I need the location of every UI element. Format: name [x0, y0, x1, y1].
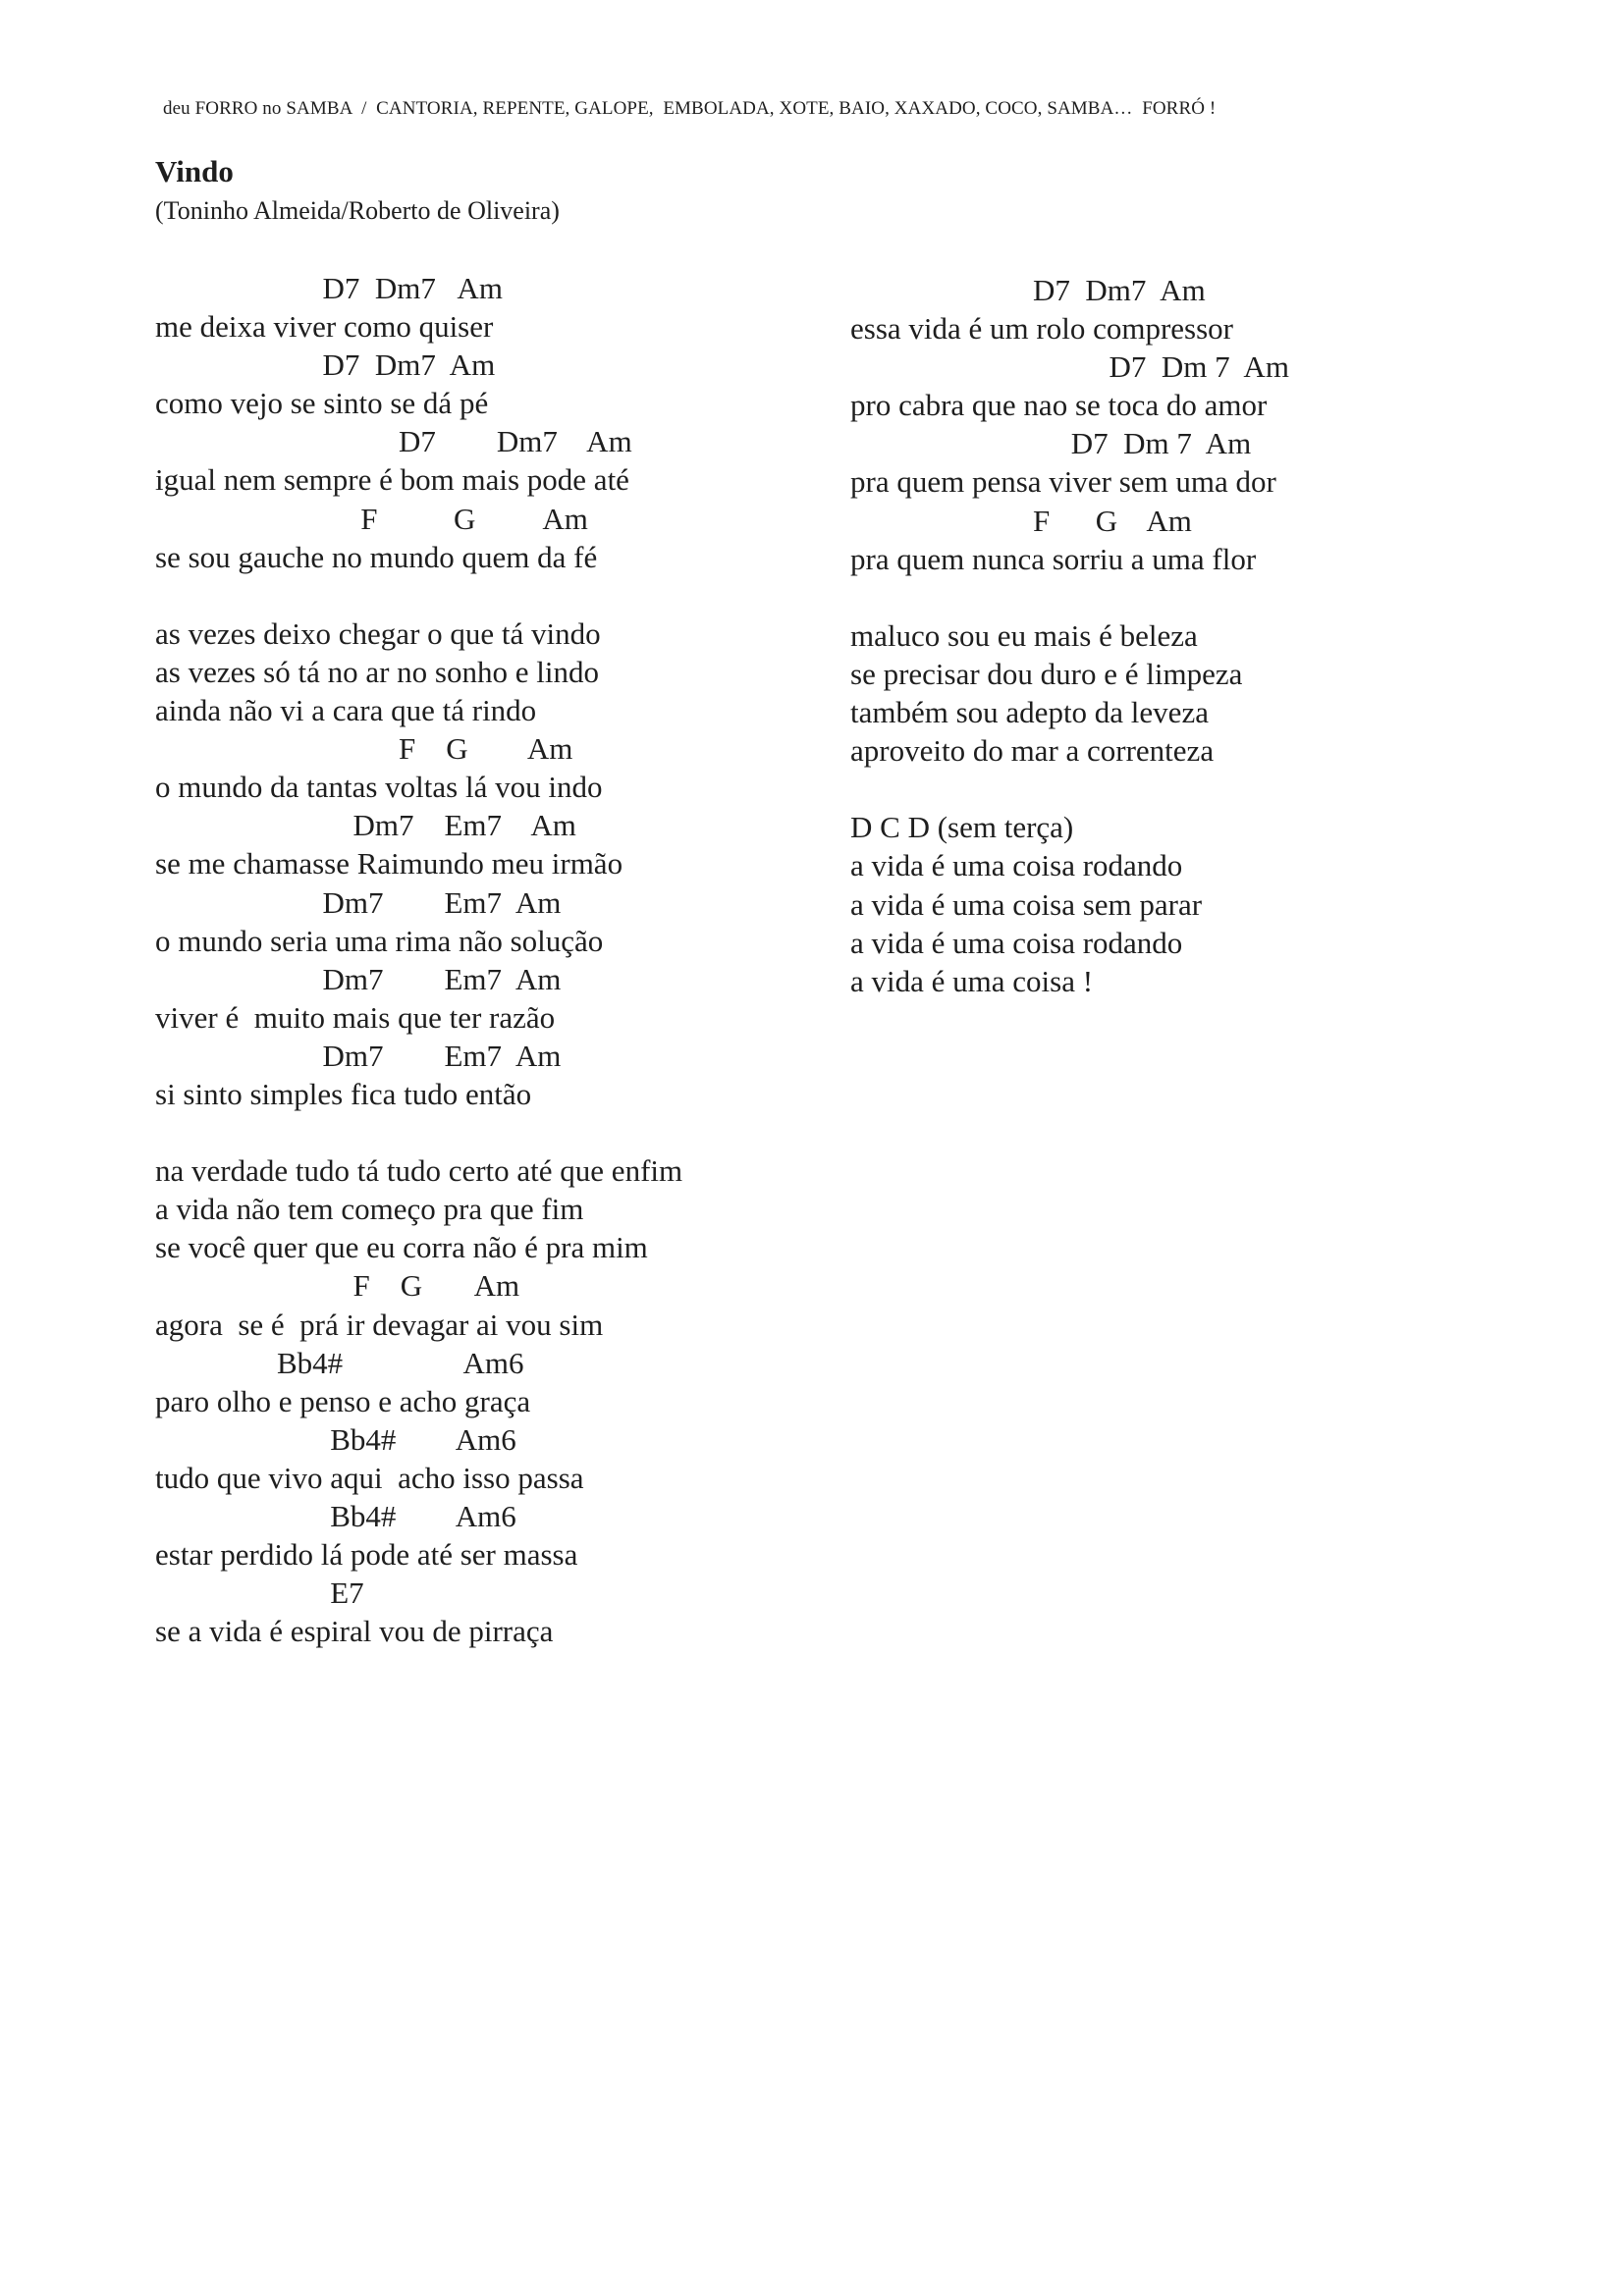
lyric-line: o mundo seria uma rima não solução [155, 923, 604, 958]
lyric-line: na verdade tudo tá tudo certo até que enfim [155, 1153, 683, 1189]
blank-line [155, 576, 682, 614]
chord-line: Bb4# Am6 [155, 1499, 516, 1533]
lyric-line: tudo que vivo aqui acho isso passa [155, 1460, 584, 1495]
blank-line [850, 578, 1289, 616]
lyric-line: se precisar dou duro e é limpeza [850, 656, 1243, 691]
lyric-line: si sinto simples fica tudo então [155, 1076, 532, 1111]
lyric-line: se sou gauche no mundo quem da fé [155, 539, 598, 574]
chord-line: Dm7 Em7 Am [155, 808, 576, 843]
lyric-line: se a vida é espiral vou de pirraça [155, 1614, 554, 1649]
lyric-line: se me chamasse Raimundo meu irmão [155, 846, 623, 881]
chord-line: D7 Dm 7 Am [850, 426, 1252, 461]
chord-line: D7 Dm7 Am [850, 273, 1206, 307]
chord-line: F G Am [850, 503, 1192, 538]
chord-line: Bb4# Am6 [155, 1421, 516, 1457]
right-column [850, 271, 1289, 1000]
lyric-line: maluco sou eu mais é beleza [850, 617, 1198, 653]
lyric-line: pro cabra que nao se toca do amor [850, 388, 1268, 423]
lyric-line: agora se é prá ir devagar ai vou sim [155, 1307, 604, 1342]
lyric-line: aproveito do mar a correnteza [850, 733, 1215, 769]
lyric-line: pra quem pensa viver sem uma dor [850, 464, 1276, 500]
chord-line: Bb4# Am6 [155, 1345, 524, 1380]
page-header: deu FORRO no SAMBA / CANTORIA, REPENTE, GALOPE, EMBOLADA, XOTE, BAIO, XAXADO, COCO, SAMBA… FORRÓ ! [163, 98, 1217, 119]
chord-line: F G Am [155, 501, 588, 536]
lyric-line: paro olho e penso e acho graça [155, 1383, 531, 1418]
left-column [155, 269, 682, 1650]
lyric-line: as vezes deixo chegar o que tá vindo [155, 615, 601, 651]
song-title: Vindo [155, 154, 234, 188]
lyric-line: a vida não tem começo pra que fim [155, 1192, 584, 1227]
chord-line: Dm7 Em7 Am [155, 884, 562, 920]
lyric-line: igual nem sempre é bom mais pode até [155, 462, 629, 498]
lyric-line: o mundo da tantas voltas lá vou indo [155, 770, 603, 805]
lyric-line: viver é muito mais que ter razão [155, 999, 556, 1035]
lyric-line: as vezes só tá no ar no sonho e lindo [155, 654, 599, 689]
lyric-line: também sou adepto da leveza [850, 695, 1209, 730]
blank-line [155, 1113, 682, 1151]
chord-line: D7 Dm7 Am [155, 424, 632, 459]
chord-line: D7 Dm7 Am [155, 271, 503, 305]
chord-line: E7 [155, 1575, 364, 1611]
chord-line: F G Am [155, 731, 573, 767]
chord-line: Dm7 Em7 Am [155, 1038, 562, 1073]
lyric-line: a vida é uma coisa rodando [850, 848, 1183, 883]
lyric-line: se você quer que eu corra não é pra mim [155, 1230, 648, 1265]
lyric-line: essa vida é um rolo compressor [850, 311, 1233, 347]
lyric-line: pra quem nunca sorriu a uma flor [850, 541, 1257, 576]
chord-line: D7 Dm 7 Am [850, 349, 1289, 385]
lyric-line: estar perdido lá pode até ser massa [155, 1537, 578, 1573]
lyric-line: me deixa viver como quiser [155, 309, 494, 345]
chord-line: D C D (sem terça) [850, 810, 1074, 845]
song-authors: (Toninho Almeida/Roberto de Oliveira) [155, 196, 560, 225]
lyric-line: a vida é uma coisa rodando [850, 925, 1183, 960]
lyric-line: a vida é uma coisa ! [850, 963, 1094, 998]
blank-line [850, 770, 1289, 808]
lyric-line: ainda não vi a cara que tá rindo [155, 693, 537, 728]
lyric-line: como vejo se sinto se dá pé [155, 386, 489, 421]
chord-line: Dm7 Em7 Am [155, 961, 562, 996]
chord-line: D7 Dm7 Am [155, 347, 496, 383]
chord-line: F G Am [155, 1268, 520, 1304]
lyric-line: a vida é uma coisa sem parar [850, 886, 1203, 922]
